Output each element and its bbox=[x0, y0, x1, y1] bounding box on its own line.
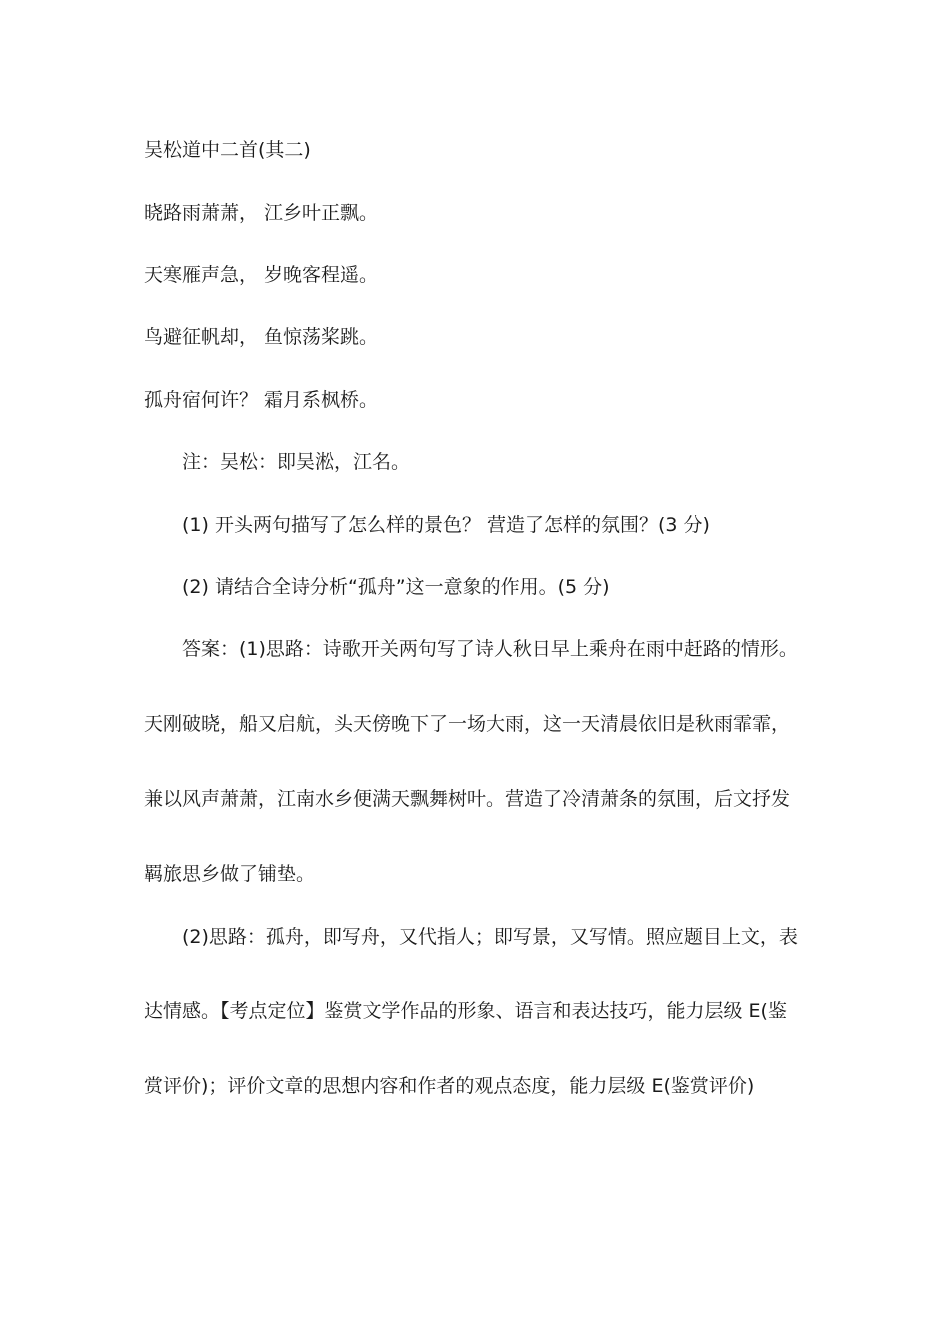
answer-line: 达情感。【考点定位】鉴赏文学作品的形象、语言和表达技巧，能力层级 E(鉴 bbox=[144, 1000, 787, 1022]
answer-line: 答案：(1)思路：诗歌开关两句写了诗人秋日早上乘舟在雨中赶路的情形。 bbox=[182, 638, 798, 660]
question-2: (2) 请结合全诗分析“孤舟”这一意象的作用。(5 分) bbox=[182, 576, 610, 598]
poem-line: 天寒雁声急， 岁晚客程遥。 bbox=[144, 264, 379, 286]
poem-line: 孤舟宿何许？ 霜月系枫桥。 bbox=[144, 389, 379, 411]
annotation-note: 注：吴松：即吴淞，江名。 bbox=[182, 451, 411, 473]
answer-line: 赏评价)；评价文章的思想内容和作者的观点态度，能力层级 E(鉴赏评价) bbox=[144, 1075, 755, 1097]
question-1: (1) 开头两句描写了怎么样的景色？ 营造了怎样的氛围？(3 分) bbox=[182, 514, 710, 536]
answer-line: 天刚破晓，船又启航，头天傍晚下了一场大雨，这一天清晨依旧是秋雨霏霏， bbox=[144, 713, 791, 735]
answer-line: (2)思路：孤舟，即写舟，又代指人；即写景，又写情。照应题目上文，表 bbox=[182, 926, 798, 948]
answer-line: 羁旅思乡做了铺垫。 bbox=[144, 863, 316, 885]
poem-title: 吴松道中二首(其二) bbox=[144, 139, 311, 161]
poem-line: 鸟避征帆却， 鱼惊荡桨跳。 bbox=[144, 326, 379, 348]
poem-line: 晓路雨萧萧， 江乡叶正飘。 bbox=[144, 202, 379, 224]
answer-line: 兼以风声萧萧，江南水乡便满天飘舞树叶。营造了冷清萧条的氛围，后文抒发 bbox=[144, 788, 791, 810]
